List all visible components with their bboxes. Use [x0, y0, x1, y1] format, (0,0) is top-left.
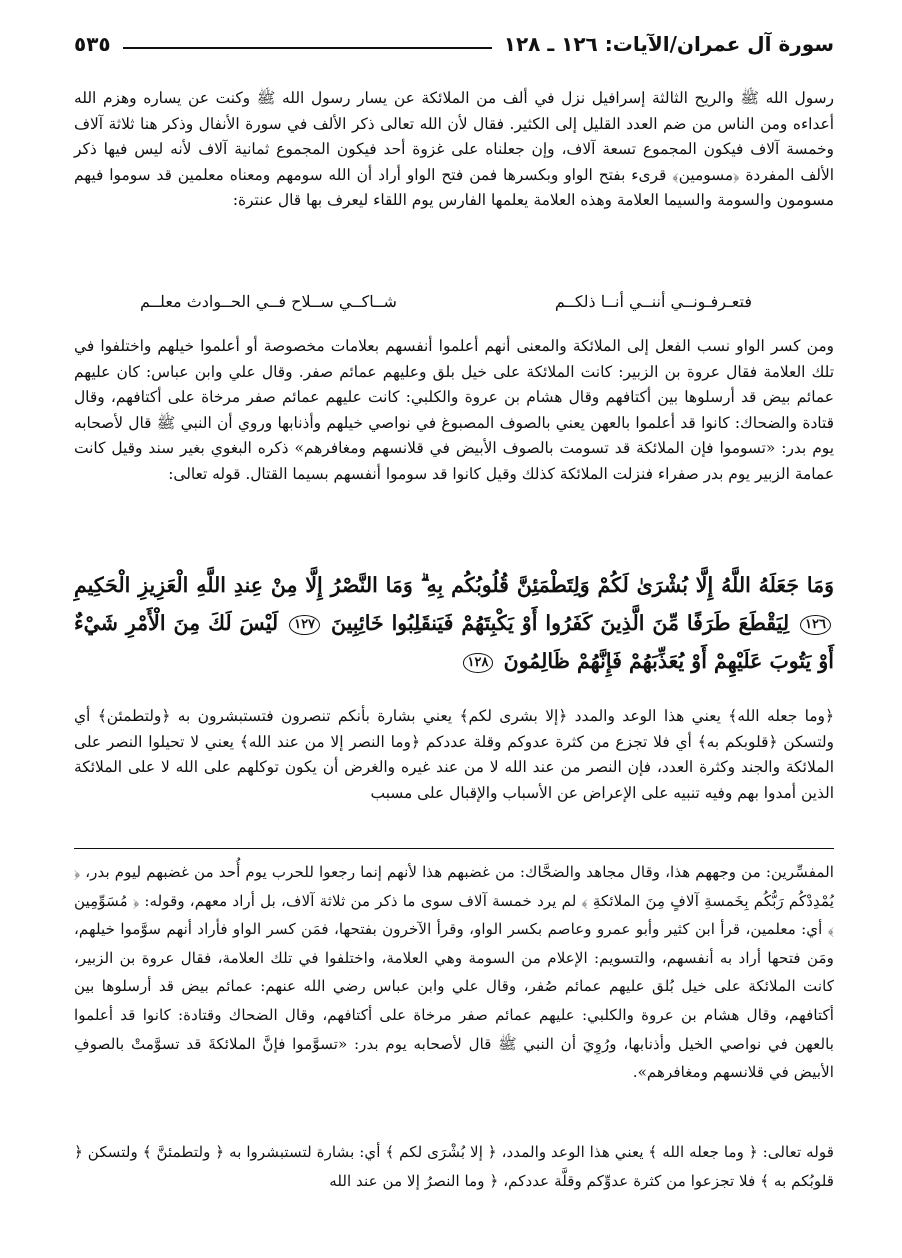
quran-text-1: وَمَا جَعَلَهُ اللَّهُ إِلَّا بُشْرَىٰ لَكُمْ وَلِتَطْمَئِنَّ قُلُوبُكُم بِهِ ۗ وَمَا النَّصْرُ إِلَّا مِنْ عِندِ اللَّهِ الْعَزِيزِ الْحَكِيمِ [74, 573, 834, 597]
commentary-paragraph-2: ومن كسر الواو نسب الفعل إلى الملائكة والمعنى أنهم أعلموا أنفسهم بعلامات مخصوصة أو أعلموا خيلهم واختلفوا في تلك العلامة فقال عروة بن الزبير: كانت الملائكة على خيل بلق وعليهم عمائم صفر. وقال علي وابن عباس: كان عليهم عمائم بيض قد أرسلوها بين أكتافهم وقال هشام بن عروة والكلبي: كانت عليهم عمائم صفر مرخاة على أكتافهم، وقال قتادة والضحاك: كانوا قد أعلموا بالعهن يعني بالصوف المصبوغ في نواصي خيلهم وأذنابها وروي أن النبي ﷺ قال لأصحابه يوم بدر: «تسوموا فإن الملائكة قد تسومت بالصوف الأبيض في قلانسهم ومغافرهم» ذكره البغوي بغير سند وقيل كانت عمامة الزبير يوم بدر صفراء فنزلت الملائكة كذلك وقيل كانوا قد سوموا أنفسهم بسيما القتال. قوله تعالى: [74, 337, 834, 483]
running-header [74, 22, 834, 56]
poem-hemistich-2: شــاكــي ســلاح فــي الحــوادث معلــم [140, 292, 397, 311]
poem-verse [140, 292, 752, 318]
footnote-paragraph-1: المفسِّرين: من وجههم هذا، وقال مجاهد والضحَّاك: من غضبهم هذا لأنهم إنما رجعوا للحرب يوم أُحد من غضبهم ليوم بدر، ﴿ يُمْدِدْكُم رَبُّكُم بِخَمسةِ آلافٍ مِنَ الملائكةِ ﴾ لم يرد خمسة آلاف سوى ما ذكر من ثلاثة آلاف، بل أراد معهم، وقوله: ﴿ مُسَوِّمِين ﴾ أي: معلمين، قرأ ابن كثير وأبو عمرو وعاصم بكسر الواو، وقرأ الآخرون بفتحها، فمَن كسر الواو فأراد أنهم سوَّموا خيلهم، ومَن فتحها أراد به أنفسهم، والتسويم: الإعلام من السومة وهي العلامة، واختلفوا في تلك العلامة، فقال عروة بن الزبير، كانت الملائكة على خيل بُلق عليهم عمائم صُفر، وقال علي وابن عباس رضي الله عنهم: عمائم بيض قد أرسلوها بين أكتافهم، وقال هشام بن عروة والكلبي: عليهم عمائم صفر مرخاة على أكتافهم، وقال الضحاك وقتادة: كانوا قد أعلموا بالعهن في نواصي الخيل وأذنابها، ورُوِيَ أن النبي ﷺ قال لأصحابه يوم بدر: «تسوَّموا فإنَّ الملائكةَ قد تسوَّمتْ بالصوفِ الأبيض في قلانسهم ومغافرهم». [74, 863, 834, 1082]
footnote-paragraph-2: قوله تعالى: ﴿ وما جعله الله ﴾ يعني هذا الوعد والمدد، ﴿ إلا بُشْرَى لكم ﴾ أي: بشارة لتستبشروا به ﴿ ولتطمئنَّ ﴾ ولتسكن ﴿ قلوبُكم به ﴾ فلا تجزعوا من كثرة عدوِّكم وقلَّة عددكم، ﴿ وما النصرُ إلا من عند الله [74, 1143, 834, 1190]
poem-hemistich-1: فتعـرفـونــي أننــي أنــا ذلكــم [554, 292, 752, 311]
page-number: ٥٣٥ [74, 32, 111, 56]
commentary-paragraph-1: رسول الله ﷺ والريح الثالثة إسرافيل نزل في ألف من الملائكة عن يسار رسول الله ﷺ وكنت عن يساره وهزم الله أعداءه ومن الناس من ضم العدد القليل إلى الكثير. فقال لأن الله تعالى ذكر الألف في سورة الأنفال وذكر هنا ثلاثة آلاف وخمسة آلاف فيكون المجموع تسعة آلاف، وإن جعلناه على غزوة أحد فيكون المجموع ثمانية آلاف لأنه ليس فيها ذكر الألف المفردة ﴿مسومين﴾ قرىء بفتح الواو وبكسرها فمن فتح الواو أراد أن الله سومهم ومعناه معلمين قد سوموا فيهم مسومون والسومة والسيما العلامة وهذه العلامة يعلمها الفارس يوم اللقاء ليعرف بها قال عنترة: [74, 89, 834, 209]
ayah-number-marker: ١٢٨ [463, 653, 494, 673]
surah-verse-heading: سورة آل عمران/الآيات: ١٢٦ ـ ١٢٨ [503, 32, 834, 56]
quran-text-3: لَيْسَ لَكَ مِنَ الْأَمْرِ شَيْءٌ أَوْ يَتُوبَ عَلَيْهِمْ أَوْ يُعَذِّبَهُمْ فَإِنَّهُمْ ظَالِمُونَ [74, 611, 834, 673]
ayah-number-marker: ١٢٧ [289, 615, 320, 635]
commentary-paragraph-3: ﴿وما جعله الله﴾ يعني هذا الوعد والمدد ﴿إلا بشرى لكم﴾ يعني بشارة بأنكم تنصرون فتستبشرون به ﴿ولتطمئن﴾ أي ولتسكن ﴿قلوبكم به﴾ أي فلا تجزع من كثرة عدوكم وقلة عددكم ﴿وما النصر إلا من عند الله﴾ يعني لا تحيلوا النصر على الملائكة والجند وكثرة العدد، فإن النصر من عند الله لا من عند غيره والغرض أن يكون توكلهم على الله لا على الملائكة الذين أمدوا بهم وفيه تنبيه على الإعراض عن الأسباب والإقبال على مسبب [74, 707, 834, 802]
header-rule [123, 47, 492, 49]
quran-verses [74, 566, 834, 680]
ayah-number-marker: ١٢٦ [800, 615, 831, 635]
quran-text-2: لِيَقْطَعَ طَرَفًا مِّنَ الَّذِينَ كَفَرُوا أَوْ يَكْبِتَهُمْ فَيَنقَلِبُوا خَائِبِينَ [331, 611, 790, 635]
footnote-separator [74, 848, 834, 849]
